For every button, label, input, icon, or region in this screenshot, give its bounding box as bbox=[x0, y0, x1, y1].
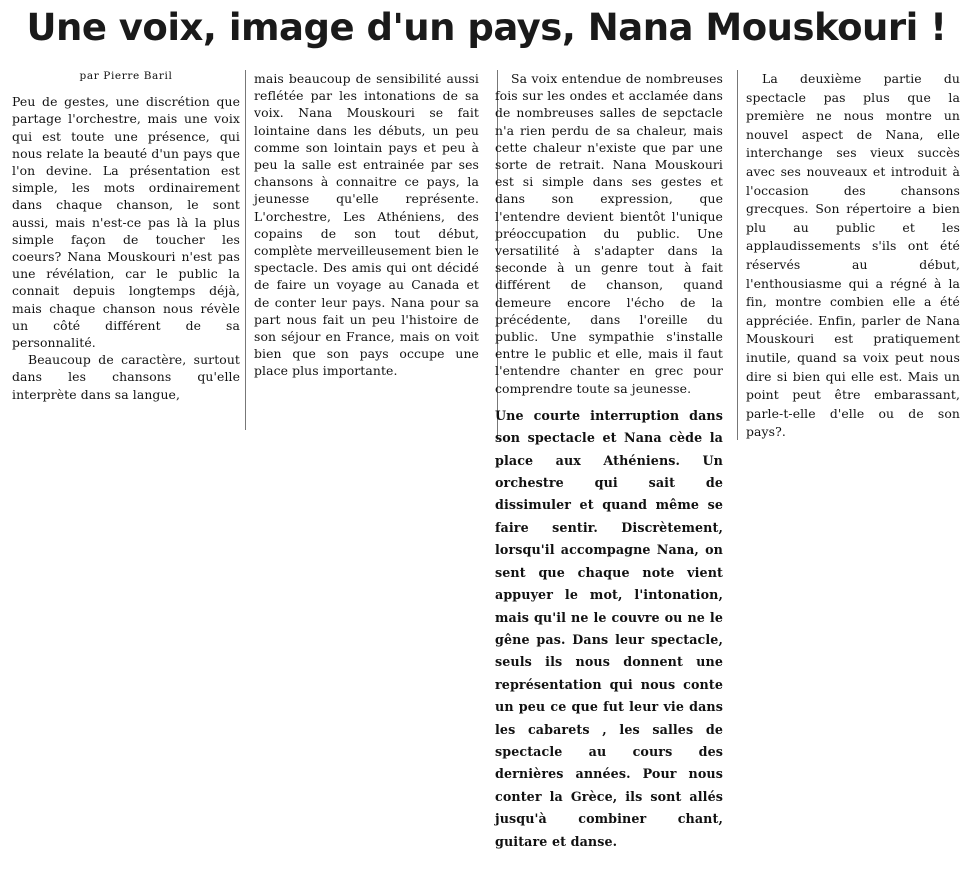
column-rule bbox=[245, 70, 246, 430]
paragraph: mais beaucoup de sensibilité aussi reflétée par les intonations de sa voix. Nana Mouskouri se fait lointaine dans les débuts, un peu comme son lointain pays et peu à peu la salle est entrainée par ses chansons à connaitre ce pays, la jeunesse qu'elle représente. L'orchestre, Les Athéniens, des copains de son tout début, complète merveilleusement bien le spectacle. Des amis qui ont décidé de faire un voyage au Canada et de conter leur pays. Nana pour sa part nous fait un peu l'histoire de son séjour en France, mais on voit bien que son pays occupe une place plus importante. bbox=[254, 71, 479, 379]
paragraph: Peu de gestes, une discrétion que partage l'orchestre, mais une voix qui est toute une présence, qui nous relate la beauté d'un pays que l'on devine. La présentation est simple, les mots ordinairement dans chaque chanson, le sont aussi, mais n'est-ce pas là la plus simple façon de toucher les coeurs? Nana Mouskouri n'est pas une révélation, car le public la connait depuis longtemps déjà, mais chaque chanson nous révèle un côté différent de sa personnalité. bbox=[12, 94, 240, 351]
column-1 bbox=[12, 68, 240, 403]
column-4 bbox=[746, 70, 960, 442]
paragraph: Une courte interruption dans son spectacle et Nana cède la place aux Athéniens. Un orchestre qui sait de dissimuler et quand même se faire sentir. Discrètement, lorsqu'il accompagne Nana, on sent que chaque note vient appuyer le mot, l'intonation, mais qu'il ne le couvre ou ne le gêne pas. Dans leur spectacle, seuls ils nous donnent une représentation qui nous conte un peu ce que fut leur vie dans les cabarets , les salles de spectacle au cours des dernières années. Pour nous conter la Grèce, ils sont allés jusqu'à combiner chant, guitare et danse. bbox=[495, 407, 723, 849]
paragraph: Sa voix entendue de nombreuses fois sur les ondes et acclamée dans de nombreuses salles de sepctacle n'a rien perdu de sa chaleur, mais cette chaleur n'existe que par une sorte de retrait. Nana Mouskouri est si simple dans ses gestes et dans son expression, que l'entendre devient bientôt l'unique préoccupation du public. Une versatilité à s'adapter dans la seconde à un genre tout à fait différent de chanson, quand demeure encore l'écho de la précédente, dans l'oreille du public. Une sympathie s'installe entre le public et elle, mais il faut l'entendre chanter en grec pour comprendre toute sa jeunesse. bbox=[495, 71, 723, 396]
column-3 bbox=[495, 70, 723, 853]
paragraph: La deuxième partie du spectacle pas plus que la première ne nous montre un nouvel aspect de Nana, elle interchange ses vieux succès avec ses nouveaux et introduit à l'occasion des chansons grecques. Son répertoire a bien plu au public et les applaudissements s'ils ont été réservés au début, l'enthousiasme qui a régné à la fin, montre combien elle a été appréciée. Enfin, parler de Nana Mouskouri est pratiquement inutile, quand sa voix peut nous dire si bien qui elle est. Mais un point peut être embarassant, parle-t-elle d'elle ou de son pays?. bbox=[746, 71, 960, 440]
column-rule bbox=[737, 70, 738, 440]
article-headline: Une voix, image d'un pays, Nana Mouskouri ! bbox=[26, 6, 947, 49]
paragraph: Beaucoup de caractère, surtout dans les chansons qu'elle interprète dans sa langue, bbox=[12, 352, 240, 402]
column-2 bbox=[254, 70, 479, 380]
byline: par Pierre Baril bbox=[79, 70, 173, 82]
